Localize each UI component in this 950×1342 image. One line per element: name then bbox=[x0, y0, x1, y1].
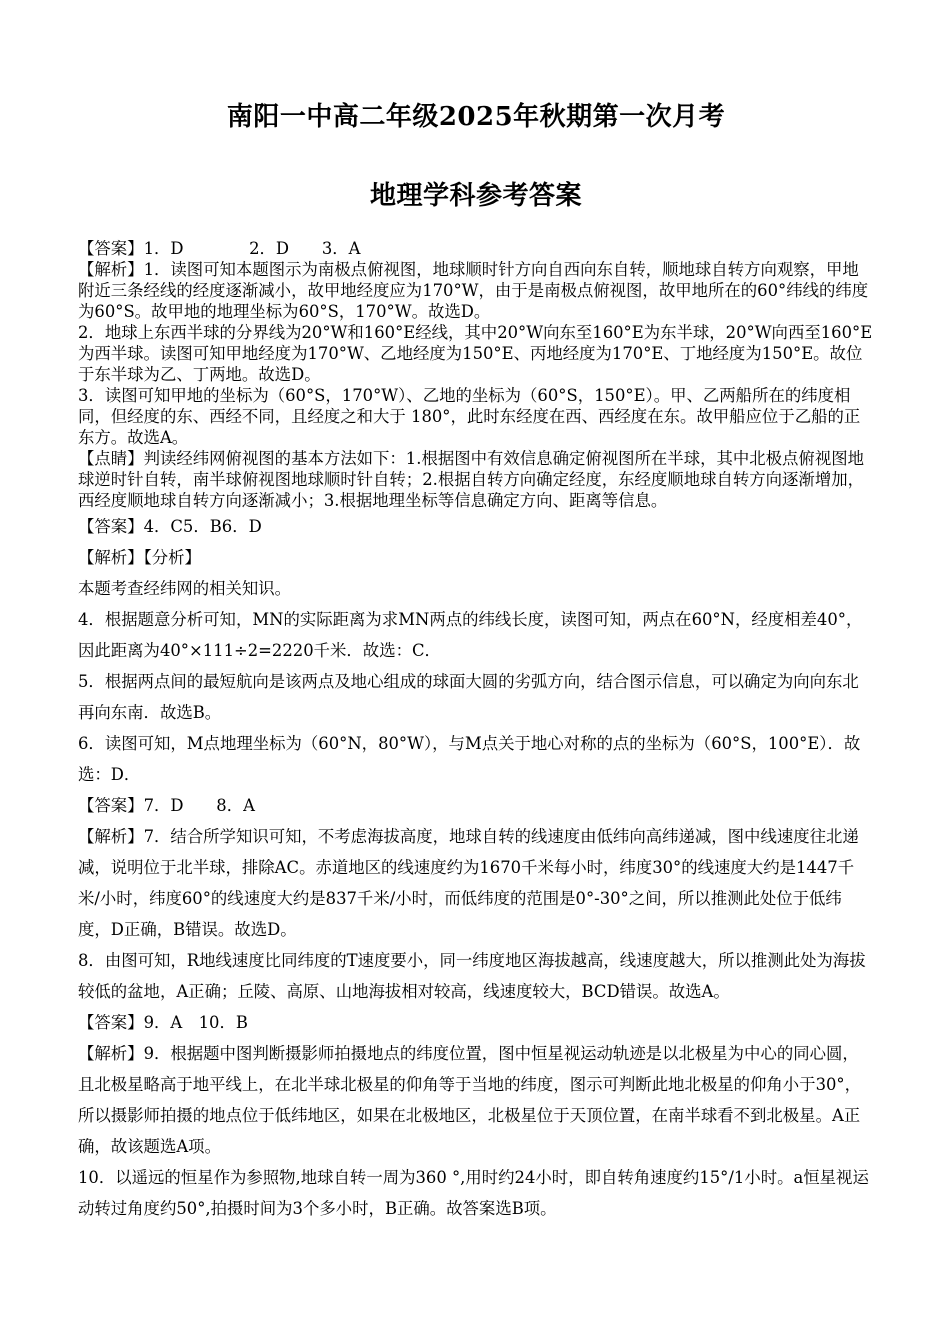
paragraph-text: 9．根据题中图判断摄影师拍摄地点的纬度位置，图中恒星视运动轨迹是以北极星为中心的同心圆，且北极星略高于地平线上，在北半球北极星的仰角等于当地的纬度，图示可判断此地北极星的仰角小于30°，所以摄影师拍摄的地点位于低纬地区，如果在北极地区，北极星位于天顶位置，在南半球看不到北极星。A正确，故该题选A项。 bbox=[78, 1044, 862, 1156]
paragraph-label: 【解析】 bbox=[78, 260, 144, 279]
answer-paragraph bbox=[78, 1038, 874, 1162]
answer-paragraph bbox=[78, 1007, 874, 1038]
paragraph-text: 5．根据两点间的最短航向是该两点及地心组成的球面大圆的劣弧方向，结合图示信息，可以确定为向向东北再向东南．故选B。 bbox=[78, 672, 859, 722]
answer-paragraph bbox=[78, 322, 874, 385]
paragraph-text: 6．读图可知，M点地理坐标为（60°N，80°W），与M点关于地心对称的点的坐标为（60°S，100°E）．故选：D． bbox=[78, 734, 861, 784]
paragraph-text: 1．D 2．D 3．A bbox=[143, 239, 361, 258]
answer-paragraph bbox=[78, 259, 874, 322]
paragraph-text: 4．根据题意分析可知，MN的实际距离为求MN两点的纬线长度，读图可知，两点在60°N，经度相差40°，因此距离为40°×111÷2=2220千米．故选：C． bbox=[78, 610, 863, 660]
answer-paragraph bbox=[78, 945, 874, 1007]
answer-content bbox=[78, 238, 874, 1224]
paragraph-label: 【答案】 bbox=[78, 1013, 144, 1032]
document-title: 南阳一中高二年级2025年秋期第一次月考 bbox=[226, 102, 726, 132]
answer-paragraph bbox=[78, 385, 874, 448]
paragraph-label: 【答案】 bbox=[78, 796, 144, 815]
answer-paragraph bbox=[78, 573, 874, 604]
paragraph-label: 【解析】 bbox=[78, 1044, 144, 1063]
paragraph-label: 【答案】 bbox=[78, 239, 144, 258]
answer-paragraph bbox=[78, 604, 874, 666]
answer-paragraph bbox=[78, 666, 874, 728]
paragraph-text: 7．结合所学知识可知，不考虑海拔高度，地球自转的线速度由低纬向高纬递减，图中线速度往北递减，说明位于北半球，排除AC。赤道地区的线速度约为1670千米每小时，纬度30°的线速度大约是1447千米/小时，纬度60°的线速度大约是837千米/小时，而低纬度的范围是0°-30°之间，所以推测此处位于低纬度，D正确，B错误。故选D。 bbox=[78, 827, 859, 939]
answer-paragraph bbox=[78, 542, 874, 573]
paragraph-text: 判读经纬网俯视图的基本方法如下：1.根据图中有效信息确定俯视图所在半球，其中北极点俯视图地球逆时针自转，南半球俯视图地球顺时针自转；2.根据自转方向确定经度，东经度顺地球自转方向逐渐增加，西经度顺地球自转方向逐渐减小；3.根据地理坐标等信息确定方向、距离等信息。 bbox=[78, 449, 864, 510]
paragraph-label: 【解析】【分析】 bbox=[78, 548, 201, 567]
answer-paragraph bbox=[78, 511, 874, 542]
answer-paragraph bbox=[78, 790, 874, 821]
paragraph-text: 7．D 8．A bbox=[143, 796, 255, 815]
paragraph-text: 4．C5．B6．D bbox=[143, 517, 262, 536]
paragraph-label: 【答案】 bbox=[78, 517, 144, 536]
paragraph-text: 3．读图可知甲地的坐标为（60°S，170°W）、乙地的坐标为（60°S，150°E）。甲、乙两船所在的纬度相同，但经度的东、西经不同，且经度之和大于 180°，此时东经度在西、西经度在东。故甲船应位于乙船的正东方。故选A。 bbox=[78, 386, 861, 447]
paragraph-text: 10．以遥远的恒星作为参照物,地球自转一周为360 °,用时约24小时，即自转角速度约15°/1小时。a恒星视运动转过角度约50°,拍摄时间为3个多小时，B正确。故答案选B项。 bbox=[78, 1168, 869, 1218]
paragraph-label: 【解析】 bbox=[78, 827, 144, 846]
paragraph-text: 8．由图可知，R地线速度比同纬度的T速度要小，同一纬度地区海拔越高，线速度越大，所以推测此处为海拔较低的盆地，A正确；丘陵、高原、山地海拔相对较高，线速度较大，BCD错误。故选A。 bbox=[78, 951, 866, 1001]
answer-paragraph bbox=[78, 821, 874, 945]
answer-paragraph bbox=[78, 728, 874, 790]
paragraph-text: 9．A 10．B bbox=[143, 1013, 248, 1032]
paragraph-text: 本题考查经纬网的相关知识。 bbox=[78, 579, 292, 598]
paragraph-label: 【点睛】 bbox=[78, 449, 144, 468]
document-subtitle: 地理学科参考答案 bbox=[369, 181, 582, 211]
paragraph-text: 2．地球上东西半球的分界线为20°W和160°E经线，其中20°W向东至160°E为东半球，20°W向西至160°E为西半球。读图可知甲地经度为170°W、乙地经度为150°E、丙地经度为170°E、丁地经度为150°E。故位于东半球为乙、丁两地。故选D。 bbox=[78, 323, 873, 384]
answer-paragraph bbox=[78, 1162, 874, 1224]
answer-paragraph bbox=[78, 238, 874, 259]
paragraph-text: 1．读图可知本题图示为南极点俯视图，地球顺时针方向自西向东自转，顺地球自转方向观察，甲地附近三条经线的经度逐渐减小，故甲地经度应为170°W，由于是南极点俯视图，故甲地所在的60°纬线的纬度为60°S。故甲地的地理坐标为60°S，170°W。故选D。 bbox=[78, 260, 869, 321]
answer-paragraph bbox=[78, 448, 874, 511]
